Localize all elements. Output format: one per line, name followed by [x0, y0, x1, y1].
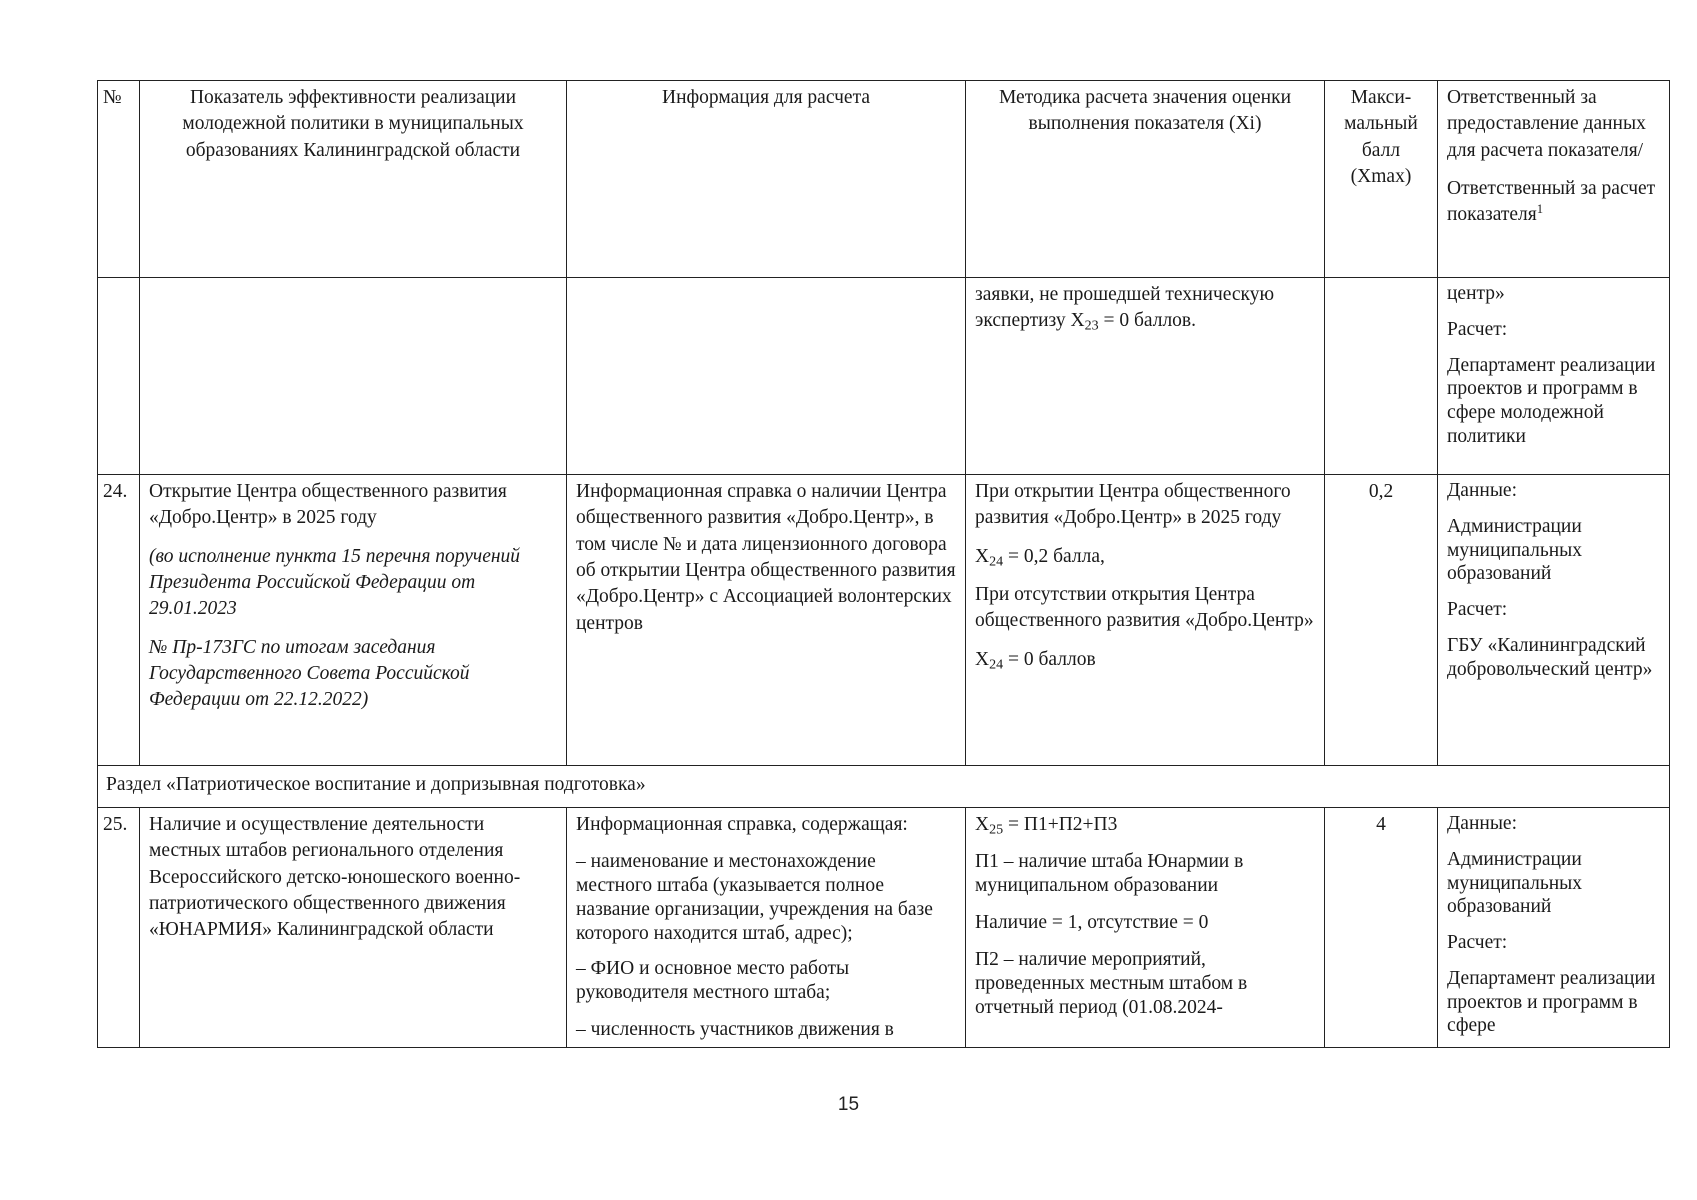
page-number: 15 — [837, 1094, 860, 1115]
row24-max: 0,2 — [1325, 475, 1438, 766]
row25-responsible — [1438, 808, 1670, 1048]
indicators-table — [97, 80, 1670, 1048]
table-row — [98, 475, 1670, 766]
row23-resp-calc-org: Департамент реализации проектов и программ в сфере молодежной политики — [1447, 354, 1656, 447]
header-max-line: (Xmax) — [1350, 165, 1412, 187]
header-responsible-data: Ответственный за предоставление данных для расчета показателя/ — [1447, 87, 1646, 161]
header-max-line: балл — [1361, 139, 1401, 161]
row24-resp-calc-org: ГБУ «Калининградский добровольческий центр» — [1447, 634, 1653, 680]
row24-resp-data-org: Администрации муниципальных образований — [1447, 515, 1583, 585]
row24-indicator-text: Открытие Центра общественного развития «Добро.Центр» в 2025 году — [149, 481, 507, 529]
table-row — [98, 808, 1670, 1048]
row23-resp-calc-label: Расчет: — [1447, 318, 1508, 340]
row23-num — [98, 278, 140, 475]
row24-info: Информационная справка о наличии Центра общественного развития «Добро.Центр», в том числе № и дата лицензионного договора об открытии Центра общественного развития «Добро.Центр» с Ассоциацией волонтерских центров — [567, 475, 966, 766]
row25-info-text: – наименование и местонахождение местного штаба (указывается полное название организации, учреждения на базе которого находится штаб, адрес); — [576, 851, 933, 944]
row24-method-formula: $X_{24} = 0,2$ балла, — [975, 545, 1105, 570]
row24-resp-data-label: Данные: — [1447, 480, 1518, 501]
row25-info-text: – ФИО и основное место работы руководителя местного штаба; — [576, 958, 850, 1004]
header-responsible — [1438, 81, 1670, 278]
row25-method — [966, 808, 1325, 1048]
table-header-row — [98, 81, 1670, 278]
header-max-line: Макси- — [1350, 87, 1412, 108]
row23-max — [1325, 278, 1438, 475]
row24-responsible — [1438, 475, 1670, 766]
row25-method-text: П1 – наличие штаба Юнармии в муниципальном образовании — [975, 851, 1244, 897]
row23-method-text: заявки, не прошедшей техническую экспертизу $X_{23} = 0$ баллов. — [975, 284, 1275, 334]
row24-resp-calc-label: Расчет: — [1447, 599, 1508, 621]
row25-method-text: Наличие = 1, отсутствие = 0 — [975, 911, 1209, 933]
header-info: Информация для расчета — [567, 81, 966, 278]
header-indicator: Показатель эффективности реализации молодежной политики в муниципальных образованиях Калининградской области — [140, 81, 567, 278]
row25-num: 25. — [98, 808, 140, 1048]
row24-method-formula: $X_{24} = 0$ баллов — [975, 648, 1096, 673]
row25-method-formula: $X_{25} = П1+П2+П3$ — [975, 814, 1118, 838]
row24-indicator-note: (во исполнение пункта 15 перечня поручений Президента Российской Федерации от 29.01.2023 — [149, 545, 521, 620]
row24-indicator-note: № Пр-173ГС по итогам заседания Государственного Совета Российской Федерации от 22.12.2022) — [149, 636, 470, 711]
row24-method-text: При отсутствии открытия Центра общественного развития «Добро.Центр» — [975, 583, 1314, 632]
header-responsible-calc — [1447, 176, 1660, 229]
header-max-score — [1325, 81, 1438, 278]
row23-resp-line: центр» — [1447, 283, 1505, 304]
row23-info — [567, 278, 966, 475]
row23-responsible — [1438, 278, 1670, 475]
header-responsible-calc-text: Ответственный за расчет показателя — [1447, 177, 1656, 226]
row24-indicator — [140, 475, 567, 766]
table-row — [98, 278, 1670, 475]
row25-max: 4 — [1325, 808, 1438, 1048]
row25-info — [567, 808, 966, 1048]
row24-method — [966, 475, 1325, 766]
row25-resp-calc-org: Департамент реализации проектов и программ в сфере — [1447, 967, 1656, 1037]
section-row — [98, 766, 1670, 808]
row25-resp-calc-label: Расчет: — [1447, 932, 1508, 954]
row24-method-text: При открытии Центра общественного развития «Добро.Центр» в 2025 году — [975, 481, 1291, 529]
row23-indicator — [140, 278, 567, 475]
row24-num: 24. — [98, 475, 140, 766]
row25-resp-data-label: Данные: — [1447, 813, 1518, 834]
section-title: Раздел «Патриотическое воспитание и допризывная подготовка» — [98, 766, 1670, 808]
row25-method-text: П2 – наличие мероприятий, проведенных местным штабом в отчетный период (01.08.2024- — [975, 949, 1248, 1018]
header-num: № — [98, 81, 140, 278]
row25-resp-data-org: Администрации муниципальных образований — [1447, 848, 1583, 918]
header-max-line: мальный — [1344, 113, 1418, 135]
row25-indicator: Наличие и осуществление деятельности местных штабов регионального отделения Всероссийского детско-юношеского военно-патриотического общественного движения «ЮНАРМИЯ» Калининградской области — [140, 808, 567, 1048]
row25-info-text: Информационная справка, содержащая: — [576, 814, 908, 835]
header-method: Методика расчета значения оценки выполнения показателя (Xi) — [966, 81, 1325, 278]
footnote-ref: 1 — [1536, 202, 1544, 217]
row23-method — [966, 278, 1325, 475]
row25-info-text: – численность участников движения в — [576, 1019, 894, 1040]
